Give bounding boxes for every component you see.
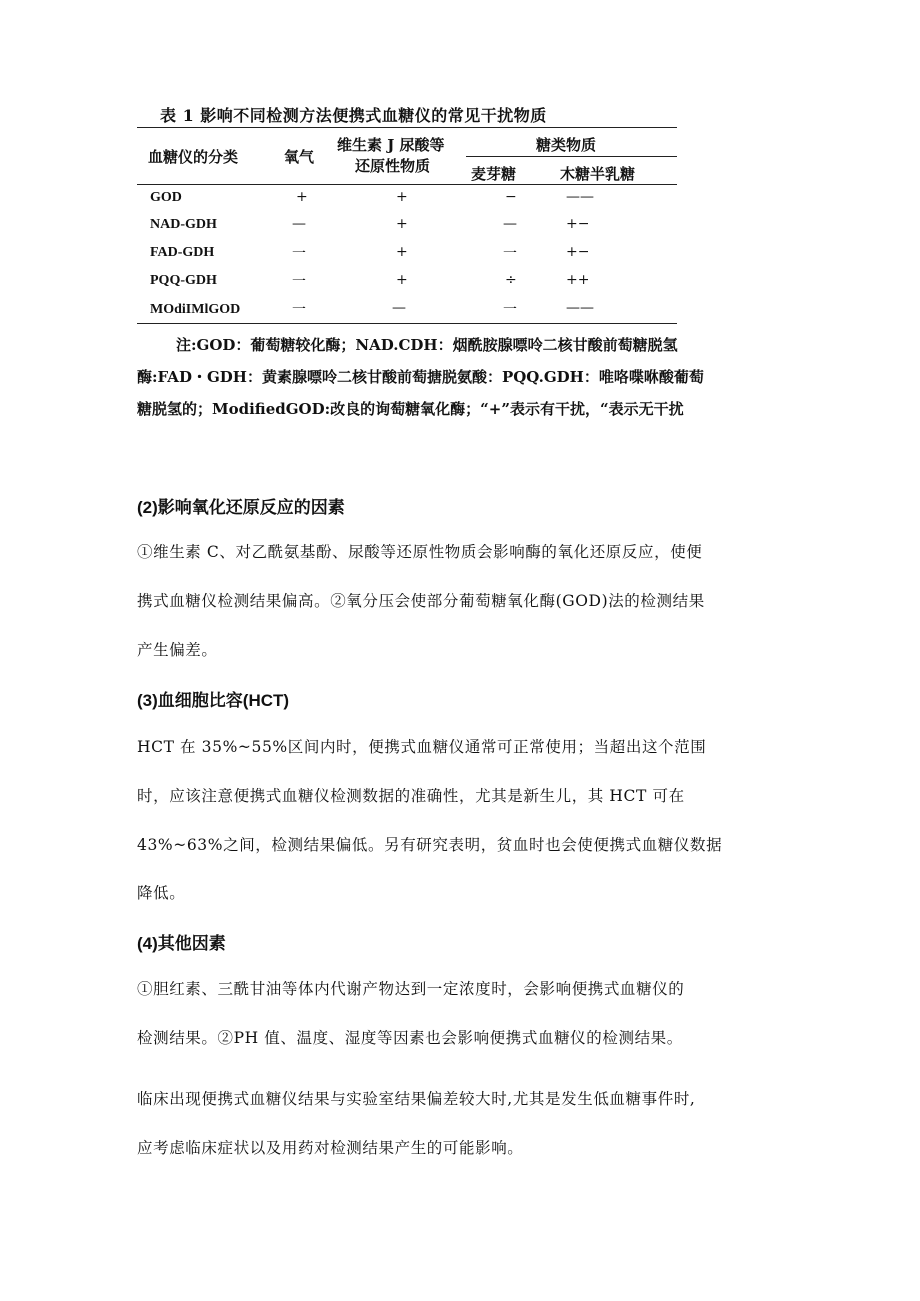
table-note-line: 酶:FAD・GDH：黄素腺嘌呤二核甘酸前萄搪脱氨酸：PQQ.GDH：唯咯喋咻酸葡萄 xyxy=(137,368,704,386)
header-category: 血糖仪的分类 xyxy=(148,148,239,166)
table-note-line: 糖脱氢的；ModifiedGOD:改良的询萄糖氧化酶；“+”表示有干扰，“表示无干扰 xyxy=(137,400,684,418)
table-row-label: NAD-GDH xyxy=(150,217,217,232)
paragraph-line: 43%~63%之间，检测结果偏低。另有研究表明，贫血时也会使便携式血糖仪数据 xyxy=(137,836,723,854)
table-title: 表 1 影响不同检测方法便携式血糖仪的常见干扰物质 xyxy=(160,106,547,125)
cell-maltose: ÷ xyxy=(505,272,517,288)
table-note-line: 注:GOD：葡萄糖较化酶；NAD.CDH：烟酰胺腺嘌呤二核甘酸前萄糖脱氢 xyxy=(176,336,678,354)
table-row-label: PQQ-GDH xyxy=(150,273,217,288)
table-row-label: MOdiIMlGOD xyxy=(150,302,241,317)
section-heading: (3)血细胞比容(HCT) xyxy=(137,691,290,710)
table-top-rule xyxy=(137,127,677,128)
sugar-header-rule xyxy=(466,156,677,157)
cell-oxygen: + xyxy=(296,189,308,205)
header-reducing-line1: 维生素 J 尿酸等 xyxy=(337,136,445,154)
cell-xylose: +− xyxy=(566,244,590,260)
cell-maltose: 一 xyxy=(503,302,517,318)
header-maltose: 麦芽糖 xyxy=(471,165,517,183)
cell-oxygen: 一 xyxy=(292,246,306,262)
header-bottom-rule xyxy=(137,184,677,185)
cell-xylose: —— xyxy=(566,300,594,316)
paragraph-line: 时，应该注意便携式血糖仪检测数据的准确性，尤其是新生儿，其 HCT 可在 xyxy=(137,787,685,805)
header-xylose-galactose: 木糖半乳糖 xyxy=(560,165,636,183)
paragraph-line: 携式血糖仪检测结果偏高。②氧分压会使部分葡萄糖氧化酶(GOD)法的检测结果 xyxy=(137,592,705,610)
section-heading: (4)其他因素 xyxy=(137,934,226,953)
table-bottom-rule xyxy=(137,323,677,324)
header-reducing-line2: 还原性物质 xyxy=(355,157,431,175)
cell-maltose: 一 xyxy=(503,246,517,262)
cell-xylose: —— xyxy=(566,189,594,205)
cell-reducing: + xyxy=(396,272,408,288)
section-heading: (2)影响氧化还原反应的因素 xyxy=(137,498,345,517)
table-row-label: FAD-GDH xyxy=(150,245,215,260)
cell-reducing: + xyxy=(396,244,408,260)
cell-reducing: — xyxy=(392,300,406,316)
cell-maltose: − xyxy=(505,189,517,205)
paragraph-line: ①胆红素、三酰甘油等体内代谢产物达到一定浓度时，会影响便携式血糖仪的 xyxy=(137,980,685,998)
paragraph-line: 降低。 xyxy=(137,884,186,902)
cell-reducing: + xyxy=(396,189,408,205)
cell-xylose: +− xyxy=(566,216,590,232)
paragraph-line: 临床出现便携式血糖仪结果与实验室结果偏差较大时,尤其是发生低血糖事件时, xyxy=(137,1090,696,1108)
table-row-label: GOD xyxy=(150,190,182,205)
paragraph-line: 检测结果。②PH 值、温度、湿度等因素也会影响便携式血糖仪的检测结果。 xyxy=(137,1029,683,1047)
header-oxygen: 氧气 xyxy=(284,148,315,166)
paragraph-line: 应考虑临床症状以及用药对检测结果产生的可能影响。 xyxy=(137,1139,524,1157)
cell-reducing: + xyxy=(396,216,408,232)
cell-maltose: — xyxy=(503,216,517,232)
paragraph-line: ①维生素 C、对乙酰氨基酚、尿酸等还原性物质会影响酶的氧化还原反应，使便 xyxy=(137,543,703,561)
cell-oxygen: 一 xyxy=(292,274,306,290)
cell-oxygen: — xyxy=(292,216,306,232)
header-sugars: 糖类物质 xyxy=(536,136,597,154)
cell-oxygen: 一 xyxy=(292,302,306,318)
paragraph-line: 产生偏差。 xyxy=(137,641,218,659)
paragraph-line: HCT 在 35%~55%区间内时，便携式血糖仪通常可正常使用；当超出这个范围 xyxy=(137,738,707,756)
cell-xylose: ++ xyxy=(566,272,590,288)
